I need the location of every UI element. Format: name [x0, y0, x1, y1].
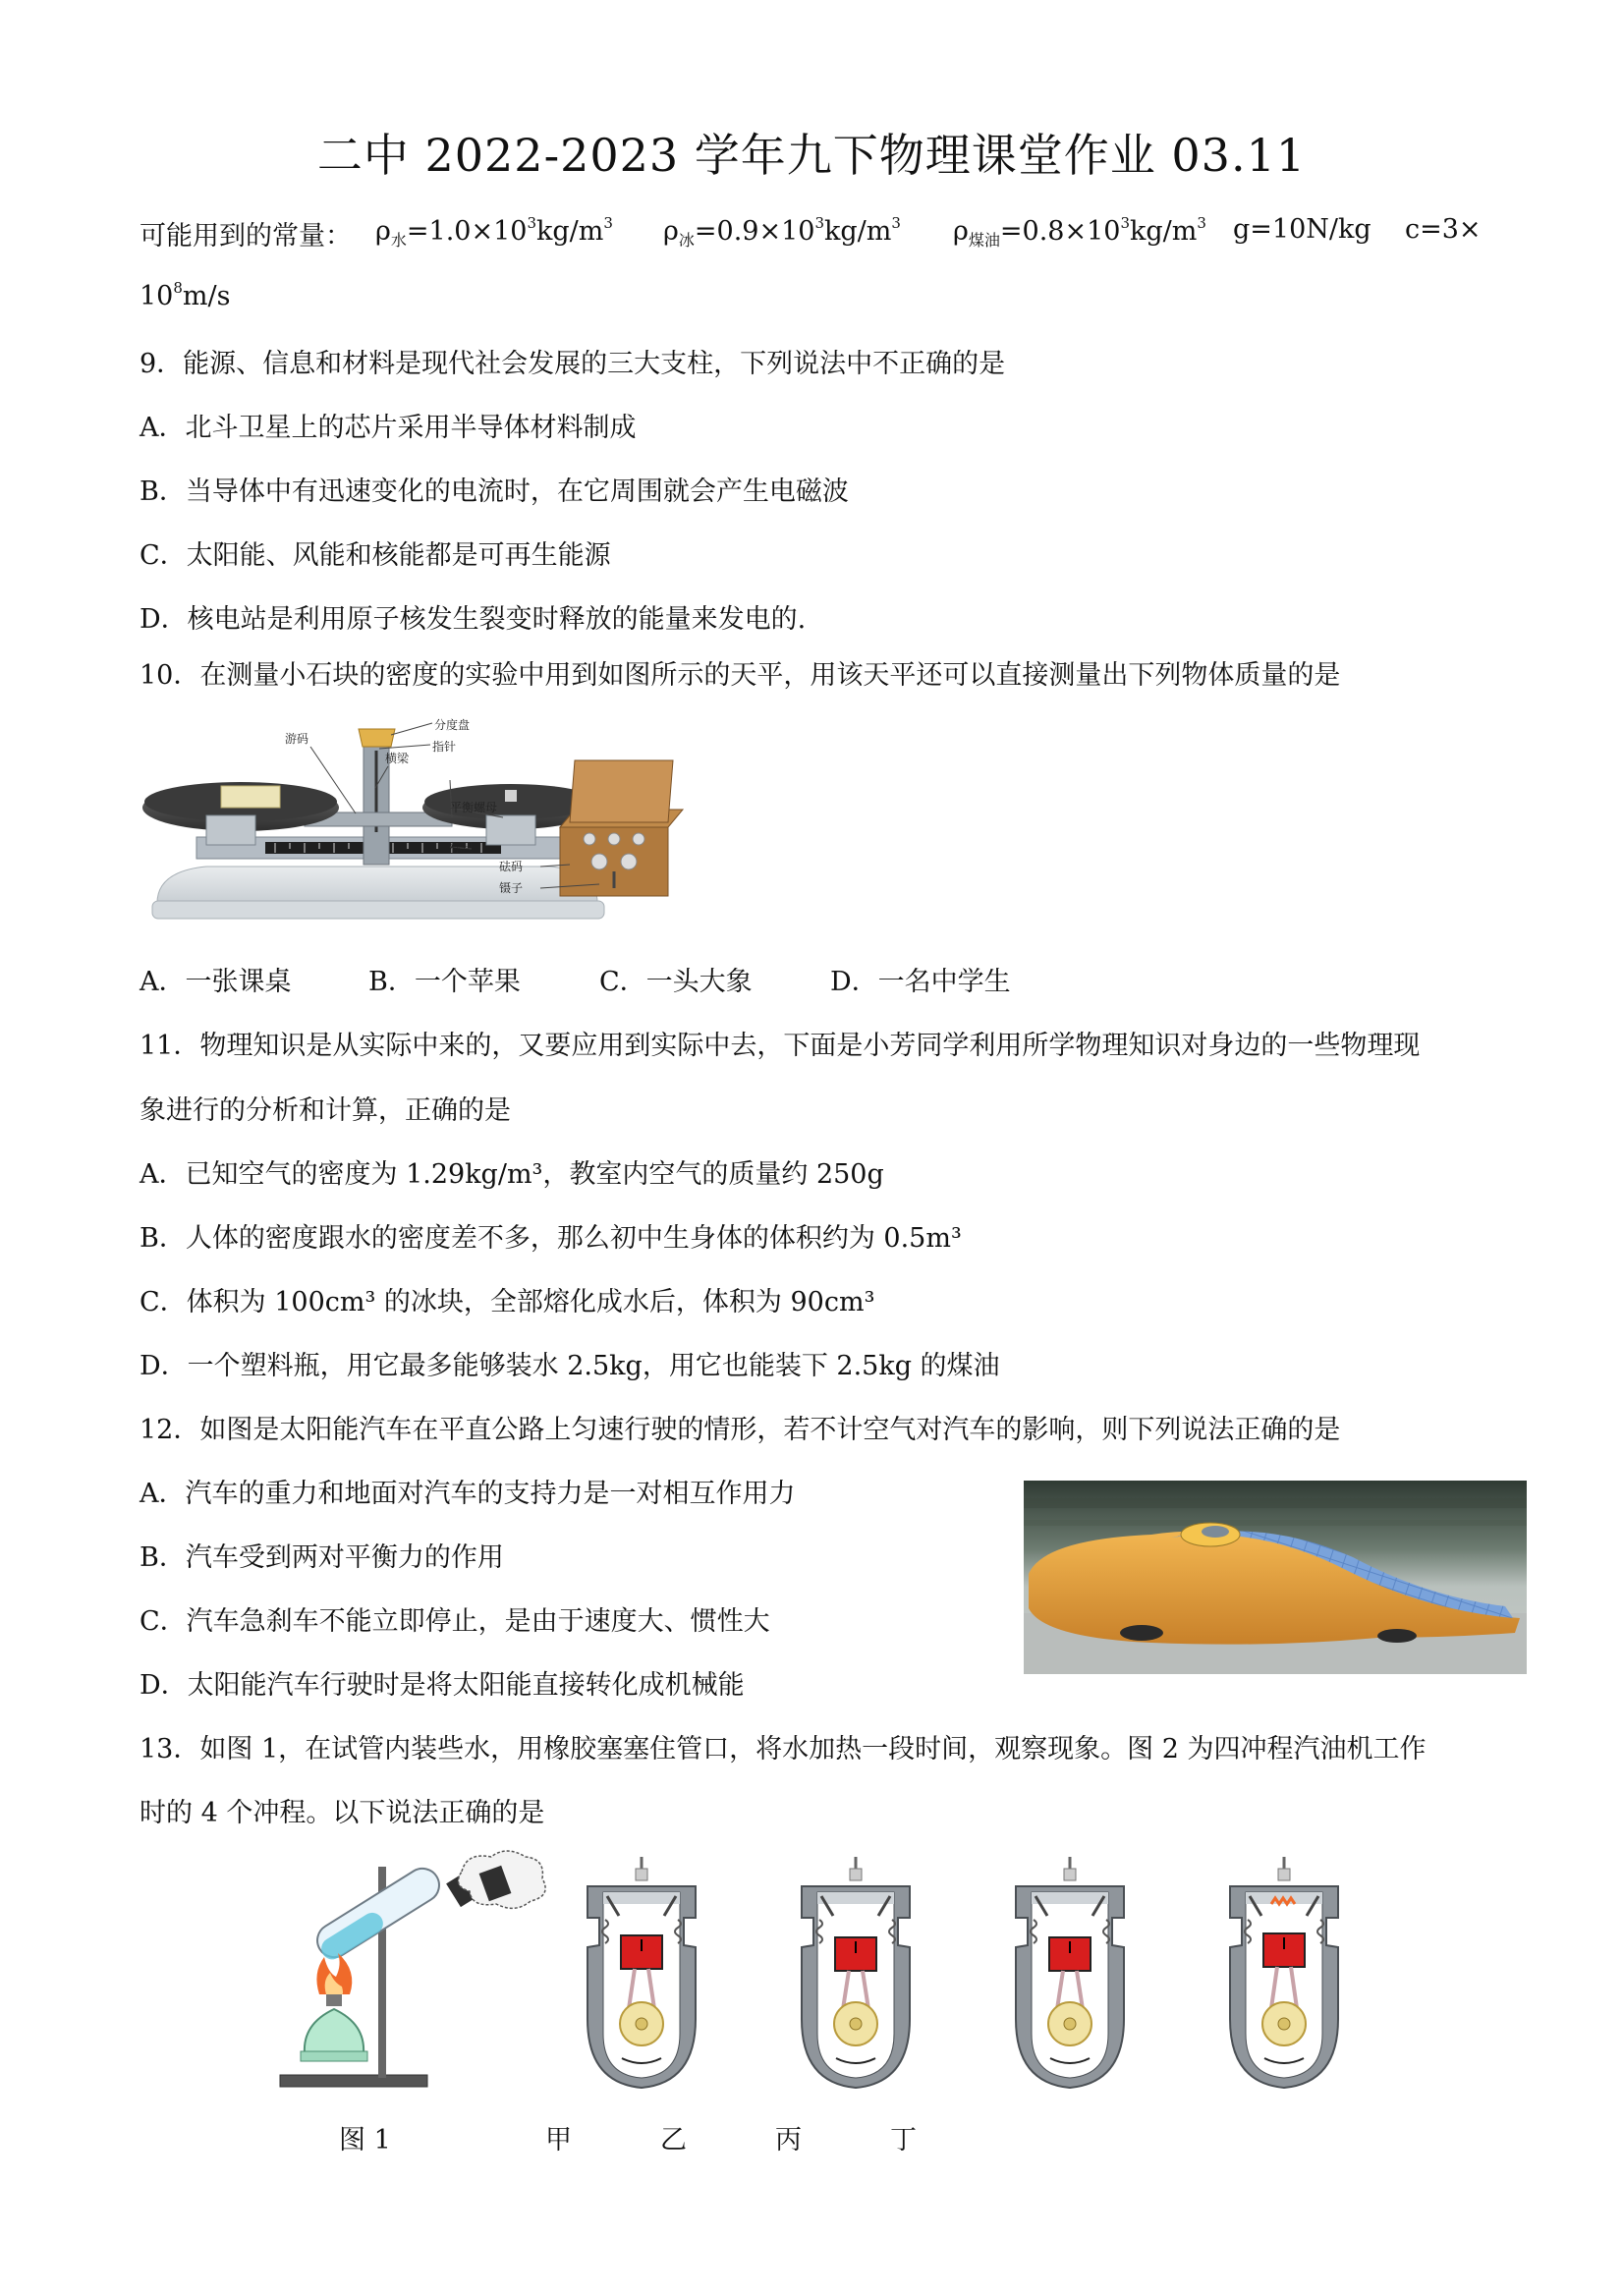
q11-stem-line1: 11．物理知识是从实际中来的，又要应用到实际中去，下面是小芳同学利用所学物理知识对身边的一些物理现	[140, 1031, 1421, 1061]
caption-jia: 甲	[545, 2125, 572, 2156]
q11-option-c: C．体积为 100cm³ 的冰块，全部熔化成水后，体积为 90cm³	[140, 1287, 875, 1317]
caption-ding: 丁	[890, 2125, 917, 2156]
q9-stem: 9．能源、信息和材料是现代社会发展的三大支柱，下列说法中不正确的是	[140, 349, 1006, 379]
q10-option-a: A．一张课桌	[140, 967, 292, 997]
q13-stem-line1: 13．如图 1，在试管内装些水，用橡胶塞塞住管口，将水加热一段时间，观察现象。图 2 为四冲程汽油机工作	[140, 1734, 1427, 1764]
balance-figure	[138, 700, 688, 940]
q9-option-a: A．北斗卫星上的芯片采用半导体材料制成	[140, 413, 637, 443]
caption-yi: 乙	[660, 2125, 687, 2156]
left-pan	[142, 782, 339, 845]
engine-stroke-yi	[802, 1857, 910, 2088]
q10-option-c: C．一头大象	[599, 967, 753, 997]
q10-option-d: D．一名中学生	[830, 967, 1011, 997]
constants-line	[140, 214, 352, 252]
flame-icon	[316, 1953, 352, 1994]
test-tube-figure	[265, 1847, 550, 2093]
caption-bing: 丙	[775, 2125, 802, 2156]
q10-option-b: B．一个苹果	[368, 967, 521, 997]
balance-base	[152, 867, 604, 919]
q11-option-a: A．已知空气的密度为 1.29kg/m³，教室内空气的质量约 250g	[140, 1159, 884, 1190]
engine-stroke-ding	[1230, 1857, 1338, 2088]
label-beam: 横梁	[385, 752, 410, 765]
q12-option-b: B．汽车受到两对平衡力的作用	[140, 1542, 504, 1573]
gravity-constant: g=10N/kg	[1233, 214, 1371, 245]
dial-plate	[359, 729, 395, 747]
engine-strokes-figure	[568, 1857, 1373, 2098]
label-scale: 标尺	[450, 841, 475, 855]
rho-kerosene: $\rho_{煤油}=0.8\times 10^3kg/m^3$	[953, 214, 1206, 250]
light-speed-line2: $10^8m/s$	[140, 279, 231, 311]
q12-stem: 12．如图是太阳能汽车在平直公路上匀速行驶的情形，若不计空气对汽车的影响，则下列说法正确的是	[140, 1415, 1341, 1445]
q10-stem: 10．在测量小石块的密度的实验中用到如图所示的天平，用该天平还可以直接测量出下列物体质量的是	[140, 660, 1341, 691]
q12-option-d: D．太阳能汽车行驶时是将太阳能直接转化成机械能	[140, 1670, 745, 1701]
label-tweezers: 镊子	[499, 881, 524, 895]
q12-option-a: A．汽车的重力和地面对汽车的支持力是一对相互作用力	[140, 1479, 796, 1509]
q11-option-d: D．一个塑料瓶，用它最多能够装水 2.5kg，用它也能装下 2.5kg 的煤油	[140, 1351, 1000, 1381]
q12-option-c: C．汽车急刹车不能立即停止，是由于速度大、惯性大	[140, 1606, 770, 1637]
constants-prefix: 可能用到的常量：	[140, 221, 352, 252]
label-weights: 砝码	[499, 860, 524, 873]
label-balance-nut: 平衡螺母	[450, 801, 498, 814]
light-speed-prefix: c=3×	[1405, 214, 1482, 245]
q11-stem-line2: 象进行的分析和计算，正确的是	[140, 1095, 511, 1126]
q11-option-b: B．人体的密度跟水的密度差不多，那么初中生身体的体积约为 0.5m³	[140, 1223, 962, 1254]
alcohol-lamp	[301, 1994, 367, 2061]
solar-car-photo	[1024, 1481, 1527, 1674]
q9-option-c: C．太阳能、风能和核能都是可再生能源	[140, 540, 611, 571]
label-dial: 分度盘	[434, 718, 471, 732]
q13-stem-line2: 时的 4 个冲程。以下说法正确的是	[140, 1798, 545, 1828]
engine-stroke-bing	[1016, 1857, 1124, 2088]
q9-option-b: B．当导体中有迅速变化的电流时，在它周围就会产生电磁波	[140, 476, 849, 507]
label-rider: 游码	[285, 732, 309, 746]
weight-box	[560, 760, 683, 896]
q9-option-d: D．核电站是利用原子核发生裂变时释放的能量来发电的.	[140, 604, 807, 635]
page-title: 二中 2022-2023 学年九下物理课堂作业 03.11	[316, 129, 1307, 182]
rho-water: $\rho_水=1.0\times 10^3kg/m^3$	[375, 214, 613, 250]
label-pointer: 指针	[432, 740, 457, 754]
caption-figure-1: 图 1	[339, 2125, 391, 2156]
engine-stroke-jia	[588, 1857, 696, 2088]
rho-ice: $\rho_冰=0.9\times 10^3kg/m^3$	[663, 214, 901, 250]
